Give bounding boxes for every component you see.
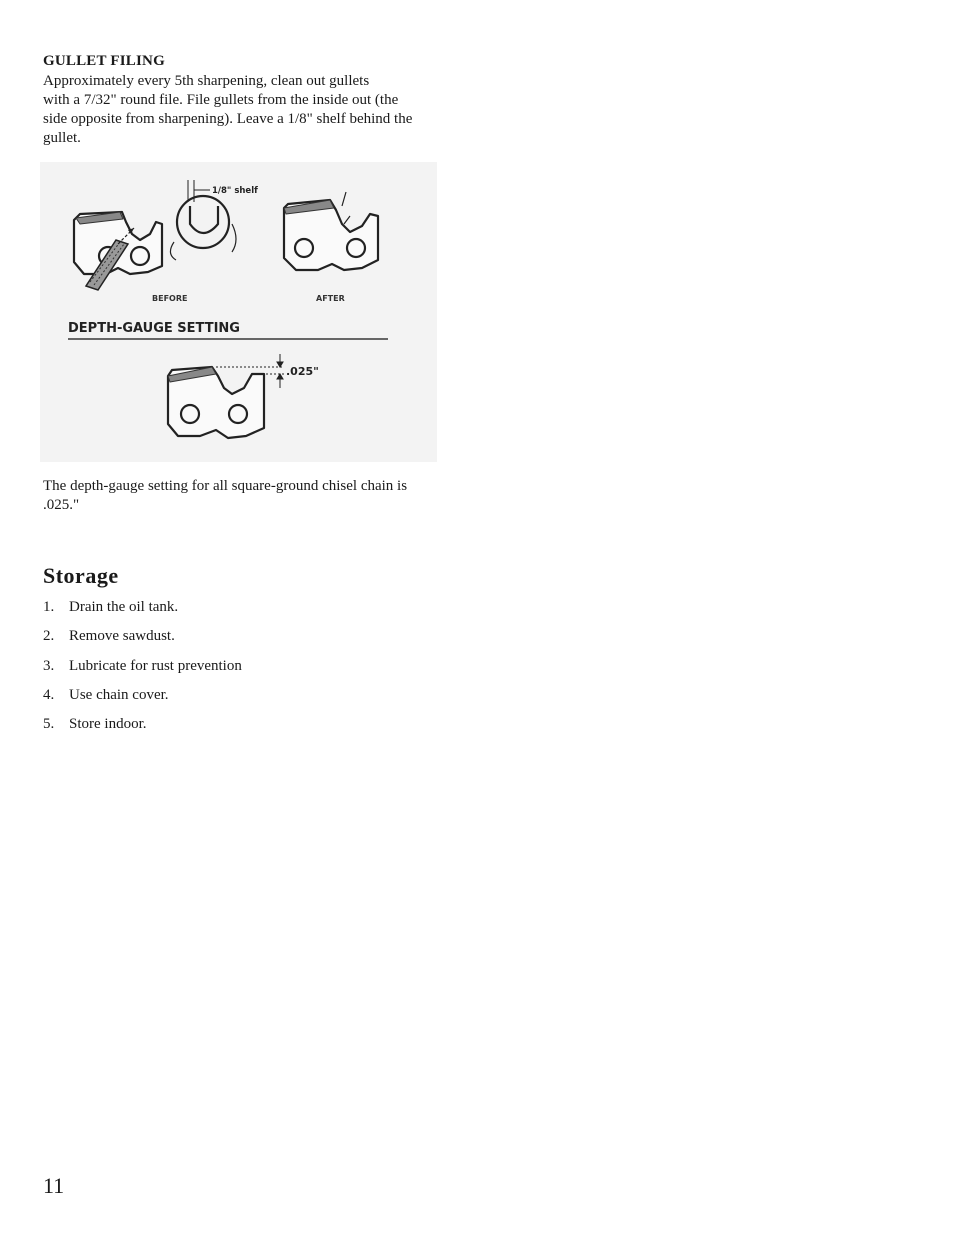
list-number: 3. [43, 657, 55, 674]
list-number: 2. [43, 628, 55, 645]
depth-note-line: The depth-gauge setting for all square-ground chisel chain is [43, 478, 408, 494]
list-item [43, 599, 242, 628]
after-cutter-drawing [284, 192, 378, 270]
depth-gauge-note [43, 477, 443, 515]
list-text: Drain the oil tank. [69, 599, 179, 615]
list-item [43, 687, 242, 716]
gullet-line: side opposite from sharpening). Leave a 1/8" shelf behind the [43, 111, 413, 127]
storage-heading: Storage [43, 563, 119, 588]
gullet-line: Approximately every 5th sharpening, clean out gullets [43, 73, 370, 89]
list-text: Store indoor. [69, 716, 147, 733]
after-label: AFTER [316, 294, 345, 303]
gullet-filing-heading: GULLET FILING [43, 53, 165, 69]
list-number: 1. [43, 599, 55, 615]
list-text: Remove sawdust. [69, 628, 175, 645]
list-number: 4. [43, 686, 55, 703]
before-label: BEFORE [152, 294, 188, 303]
gullet-filing-text [43, 72, 443, 148]
list-item [43, 658, 242, 687]
list-item [43, 628, 242, 657]
depth-gauge-cutter-drawing [168, 367, 264, 438]
list-text: Lubricate for rust prevention [69, 657, 242, 674]
list-text: Use chain cover. [69, 686, 169, 703]
list-item [43, 716, 242, 745]
storage-steps-list [43, 599, 242, 745]
list-number: 5. [43, 716, 55, 733]
gullet-line: gullet. [43, 130, 81, 146]
shelf-label: 1/8" shelf [212, 186, 258, 196]
page-number: 11 [43, 1173, 65, 1198]
depth-value-label: .025" [286, 365, 319, 378]
chain-filing-illustration [40, 162, 437, 462]
depth-note-line: .025." [43, 497, 80, 513]
depth-gauge-heading: DEPTH-GAUGE SETTING [68, 321, 240, 336]
gullet-line: with a 7/32" round file. File gullets from the inside out (the [43, 92, 399, 108]
